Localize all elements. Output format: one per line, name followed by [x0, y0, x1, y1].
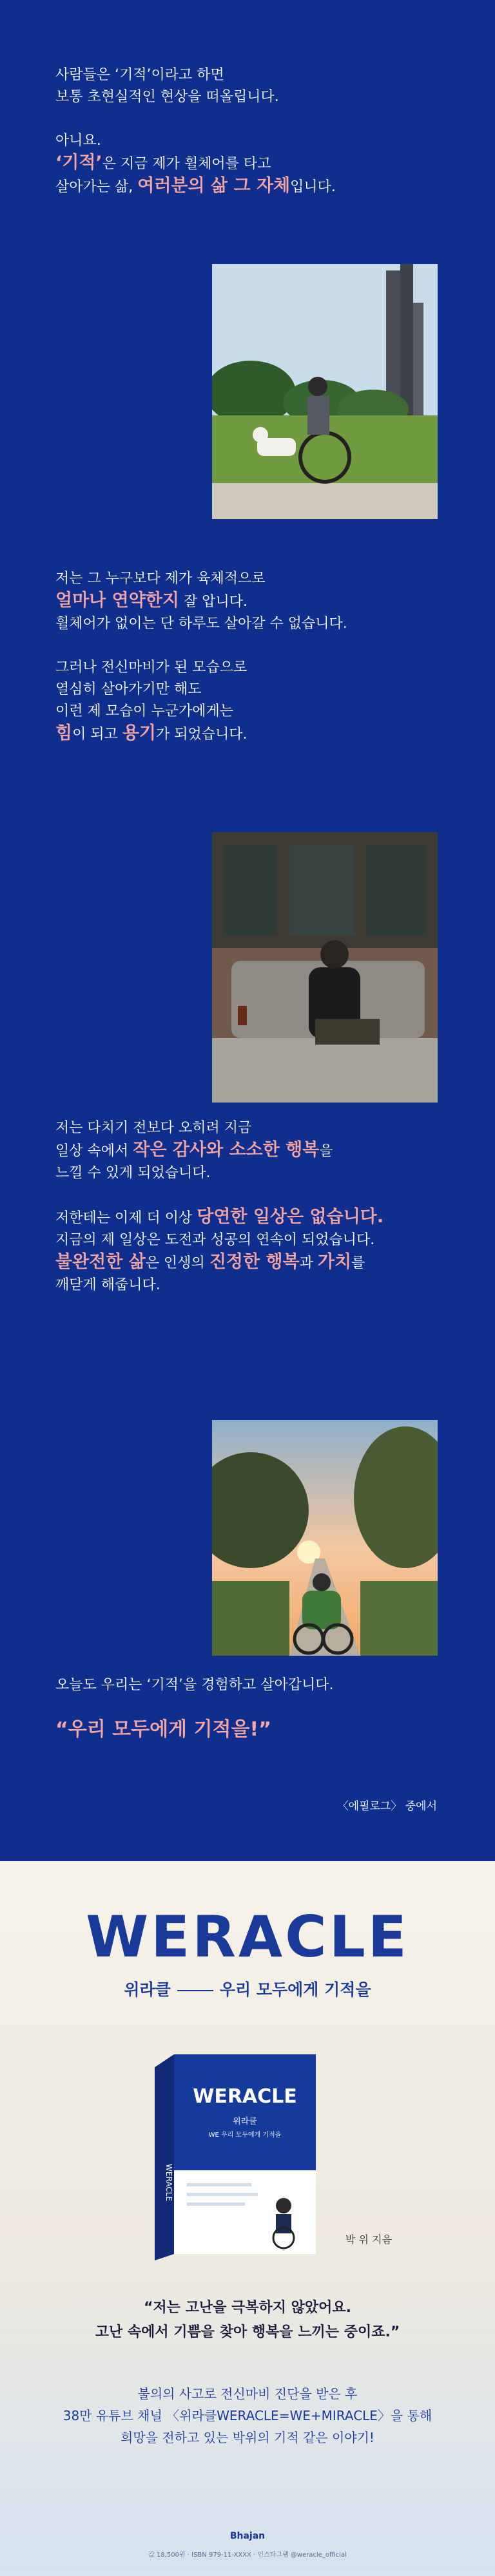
highlight-your-life: 여러분의 삶 그 자체 [137, 176, 291, 196]
closing-line: 오늘도 우리는 ‘기적’을 경험하고 살아갑니다. [55, 1677, 334, 1693]
s2-line-5: 열심히 살아가기만 해도 [55, 681, 202, 697]
highlight-imperfect-life: 불완전한 삶 [55, 1252, 146, 1272]
s2-line-3: 휠체어가 없이는 단 하루도 살아갈 수 없습니다. [55, 616, 347, 632]
s2-line-4: 그러나 전신마비가 된 모습으로 [55, 659, 248, 676]
s2-line-2 [55, 590, 455, 613]
publisher-logo: Bhajan [229, 2531, 266, 2541]
s3-line-2-end: 을 [319, 1143, 333, 1159]
highlight-strength: 힘 [55, 723, 73, 743]
s2-line-6: 이런 제 모습이 누군가에게는 [55, 703, 234, 719]
intro-line-4 [55, 152, 455, 175]
s3-line-6-c: 를 [351, 1255, 365, 1271]
s3-line-1: 저는 다치기 전보다 오히려 지금 [55, 1120, 252, 1136]
closing-quote: “우리 모두에게 기적을!” [55, 1718, 271, 1741]
book-desc-line-2: 38만 유튜브 채널 〈위라클WERACLE=WE+MIRACLE〉을 통해 [63, 2408, 432, 2423]
s2-line-2-rest: 잘 압니다. [179, 594, 248, 610]
intro-line-1: 사람들은 ‘기적’이라고 하면 [55, 67, 224, 83]
s2-line-7-mid: 이 되고 [72, 726, 122, 743]
book-quote-line-1: “저는 고난을 극복하지 않았어요. [143, 2300, 352, 2316]
s3-line-6 [55, 1251, 455, 1274]
cover-subtitle-2: WE 우리 모두에게 기적을 [208, 2132, 282, 2139]
s2-line-7-end: 가 되었습니다. [156, 726, 248, 743]
intro-line-3: 아니요. [55, 133, 101, 149]
s3-line-4 [55, 1206, 455, 1229]
book-desc-line-3: 희망을 전하고 있는 박위의 기적 같은 이야기! [121, 2430, 374, 2445]
s3-line-6-b: 과 [299, 1255, 318, 1271]
cover-title: WERACLE [193, 2085, 297, 2108]
photo-sofa [212, 832, 438, 1103]
intro-line-2: 보통 초현실적인 현상을 떠올립니다. [55, 89, 279, 105]
book-cover [155, 2041, 348, 2269]
highlight-small-gratitude: 작은 감사와 소소한 행복 [133, 1140, 320, 1160]
closing-paragraph [55, 1674, 455, 1696]
intro-line-5-end: 입니다. [290, 179, 336, 195]
highlight-courage: 용기 [122, 723, 157, 743]
s3-line-2 [55, 1139, 455, 1162]
section-2-paragraph [55, 568, 455, 746]
highlight-value: 가치 [317, 1252, 352, 1272]
intro-paragraph [55, 64, 455, 198]
s3-line-5: 지금의 제 일상은 도전과 성공의 연속이 되었습니다. [55, 1232, 375, 1248]
weracle-logo-graphic [41, 1906, 454, 1965]
s3-line-4-start: 저한테는 이제 더 이상 [55, 1210, 197, 1226]
book-author: 박 위 지음 [345, 2233, 392, 2246]
subtitle-tagline: 우리 모두에게 기적을 [219, 1980, 371, 1999]
footer-info: 값 18,500원 · ISBN 979-11-XXXX · 인스타그램 @weracle_official [148, 2552, 347, 2559]
book-quote-line-2: 고난 속에서 기쁨을 찾아 행복을 느끼는 중이죠.” [95, 2324, 400, 2340]
s3-line-7: 깨닫게 해줍니다. [55, 1277, 160, 1293]
book-quote [0, 2296, 495, 2345]
s3-line-3: 느낄 수 있게 되었습니다. [55, 1165, 211, 1181]
s2-line-7 [55, 723, 455, 746]
spine-title: WERACLE [164, 2164, 173, 2201]
s2-line-1: 저는 그 누구보다 제가 육체적으로 [55, 571, 266, 587]
book-desc-line-1: 불의의 사고로 전신마비 진단을 받은 후 [137, 2386, 358, 2401]
intro-line-5 [55, 175, 455, 198]
closing-source: 〈에필로그〉 중에서 [337, 1800, 437, 1813]
photo-park [212, 264, 438, 519]
s3-line-6-a: 은 인생의 [145, 1255, 209, 1271]
highlight-true-happiness: 진정한 행복 [209, 1252, 300, 1272]
intro-line-4-rest: 은 지금 제가 휠체어를 타고 [102, 156, 271, 172]
s3-line-2-start: 일상 속에서 [55, 1143, 133, 1159]
photo-sunset-path [212, 1420, 438, 1656]
subtitle-rule [177, 1990, 213, 1991]
highlight-how-fragile: 얼마나 연약한지 [55, 591, 179, 611]
highlight-miracle: ‘기적’ [55, 153, 102, 173]
highlight-no-ordinary-day: 당연한 일상은 없습니다. [197, 1207, 384, 1227]
book-subtitle [0, 1977, 495, 2000]
intro-line-5-start: 살아가는 삶, [55, 179, 138, 195]
weracle-logo [0, 1906, 495, 1968]
book-description [0, 2383, 495, 2448]
cover-subtitle-1: 위라클 [233, 2117, 257, 2126]
subtitle-title: 위라클 [124, 1980, 171, 1999]
section-3-paragraph [55, 1117, 455, 1296]
svg-text:WERACLE: WERACLE [86, 1906, 409, 1965]
